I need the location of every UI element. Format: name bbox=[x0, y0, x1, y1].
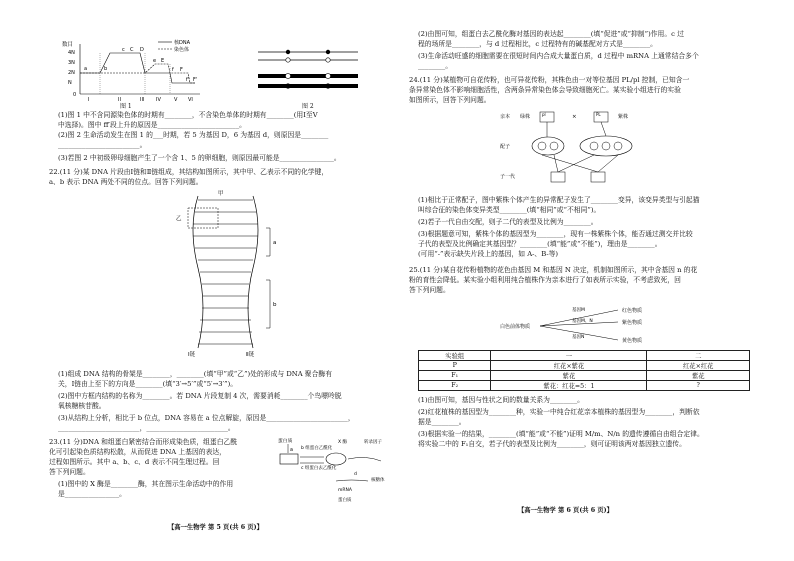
q21-line-4: ________________________。 bbox=[58, 141, 147, 149]
q25-line-2: (2)红花植株的基因型为________种，实验一中纯合红花亲本植株的基因型为________，判断依 bbox=[418, 408, 700, 416]
fig1-ylabel: 数目 bbox=[62, 42, 74, 48]
q24-intro-1: 24.(11 分)某植物可自花传粉，也可异花传粉，其株色由一对等位基因 PL/pl 控制，已知含一 bbox=[409, 76, 690, 84]
q25-intro-3: 答下列问题。 bbox=[409, 286, 450, 294]
svg-text:Ⅰ链: Ⅰ链 bbox=[188, 352, 196, 358]
q25-intro-1: 25.(11 分)某自花传粉植物的花色由基因 M 和基因 N 决定，机制如图所示，其中含基因 n 的花 bbox=[409, 266, 698, 274]
svg-text:基因N: 基因N bbox=[572, 335, 585, 340]
q25-line-5: 将实验二中的 F₁自交，若子代的表型及比例为________，则可证明该两对基因独立遗传。 bbox=[418, 440, 686, 448]
svg-text:转录因子: 转录因子 bbox=[364, 440, 382, 445]
q24-intro-3: 如图所示，回答下列问题。 bbox=[409, 96, 491, 104]
table-header: 实验组 bbox=[419, 351, 491, 361]
svg-text:II: II bbox=[118, 97, 121, 102]
experiment-table bbox=[418, 350, 750, 391]
svg-text:紫色物质: 紫色物质 bbox=[622, 320, 643, 326]
svg-text:蛋白质: 蛋白质 bbox=[278, 439, 293, 444]
svg-text:核糖体: 核糖体 bbox=[371, 478, 385, 483]
right-page-footer: 【高一生物学 第 6 页(共 6 页)】 bbox=[518, 507, 613, 514]
q23-line-3: 过程如图所示。其中 a、b、c、d 表示不同生理过程。回 bbox=[49, 458, 220, 466]
right-page bbox=[409, 0, 754, 561]
svg-text:PL: PL bbox=[596, 112, 601, 117]
flower-color-mechanism-figure bbox=[498, 300, 668, 348]
svg-text:绿株: 绿株 bbox=[520, 114, 531, 120]
left-page-footer: 【高一生物学 第 5 页(共 6 页)】 bbox=[168, 524, 263, 531]
q21-line-2: 中选择)。图中 ff′段上升的原因是________________________。 bbox=[58, 121, 246, 129]
svg-text:F: F bbox=[180, 67, 183, 73]
svg-text:紫株: 紫株 bbox=[618, 114, 629, 120]
q24-line-3: (2)若子一代自由交配，则子二代的表型及比例为________。 bbox=[418, 218, 598, 226]
table-header: 一 bbox=[491, 351, 647, 361]
svg-text:C: C bbox=[130, 47, 134, 53]
q25-line-4: (3)根据实验一的结果，________(填“能”或“不能”)证明 M/m、N/n 的遗传遵循自由组合定律。 bbox=[418, 430, 704, 438]
svg-text:b: b bbox=[273, 302, 277, 308]
q25-intro-2: 粉的育性会降低。某实验小组利用纯合植株作为亲本进行了如表所示实验，不考虑致死，回 bbox=[409, 276, 681, 284]
left-page bbox=[49, 0, 393, 561]
q21-line-3: (2)图 2 生命活动发生在图 1 的___时期，若 5 为基因 D，6 为基因 d，则原因是________ bbox=[58, 131, 329, 139]
svg-text:a: a bbox=[84, 66, 88, 72]
svg-text:V: V bbox=[174, 97, 178, 102]
svg-text:×: × bbox=[572, 114, 577, 120]
figure-1-graph bbox=[60, 38, 210, 102]
q21-line-1: (1)图 1 中不含同源染色体的时期有________，不含染色单体的时期有________(用Ⅰ至Ⅴ bbox=[58, 111, 318, 119]
q23b-line-2: 程的场所是________，与 d 过程相比，c 过程特有的碱基配对方式是________。 bbox=[418, 40, 657, 48]
svg-text:III: III bbox=[140, 97, 145, 102]
q24-line-4: (3)根据题意可知，紫株个体的基因型为________，现有一株紫株个体，能否通过测交并比较 bbox=[418, 230, 693, 238]
q21-line-5: (3)若图 2 中初级卵母细胞产生了一个含 1、5 的卵细胞，则原因最可能是________________。 bbox=[58, 154, 341, 162]
cross-diagram-figure bbox=[498, 108, 658, 188]
figure-2-diagram bbox=[253, 40, 363, 102]
histone-acetylation-figure bbox=[276, 435, 394, 505]
q24-intro-2: 条异常染色体不影响细胞活性，含两条异常染色体会导致细胞死亡。某实验小组进行的实验 bbox=[409, 86, 681, 94]
table-header: 二 bbox=[647, 351, 750, 361]
svg-text:c: c bbox=[122, 47, 125, 53]
svg-text:VI: VI bbox=[188, 97, 193, 102]
svg-text:0: 0 bbox=[73, 92, 77, 98]
svg-text:基因M: 基因M bbox=[572, 308, 585, 313]
svg-text:基因M、N: 基因M、N bbox=[572, 319, 593, 324]
svg-text:a: a bbox=[273, 240, 277, 246]
svg-text:f: f bbox=[172, 67, 174, 73]
table-row: F₂ 紫花：红花=5：1 ? bbox=[419, 381, 750, 391]
q23b-line-1: (2)由图可知，组蛋白去乙酰化酶对基因的表达起________(填“促进”或“抑制”)作用。c 过 bbox=[418, 30, 684, 38]
svg-text:D: D bbox=[140, 47, 144, 53]
svg-text:2N: 2N bbox=[68, 70, 75, 76]
table-row: P 红花×紫花 红花×红花 bbox=[419, 361, 750, 371]
fig1-legend-dna: 核DNA bbox=[174, 40, 191, 46]
q24-line-6: (可用“-”表示缺失片段上的基因，如 A-、B-等) bbox=[418, 250, 559, 258]
table-row: F₁ 紫花 紫花 bbox=[419, 371, 750, 381]
svg-text:F': F' bbox=[193, 77, 198, 83]
svg-text:mRNA: mRNA bbox=[338, 488, 352, 493]
q22-intro-2: a、b 表示 DNA 两处不同的位点。回答下列问题。 bbox=[49, 178, 203, 186]
svg-text:b 组蛋白乙酰化: b 组蛋白乙酰化 bbox=[301, 446, 333, 451]
q24-line-2: 叫综合征的染色体变异类型________(填“相同”或“不相同”)。 bbox=[418, 206, 601, 214]
q25-line-3: 据是________。 bbox=[418, 418, 466, 426]
q22-line-1: (1)组成 DNA 结构的骨架是________，________(填“甲”或“乙”)处的形成与 DNA 聚合酶有 bbox=[58, 370, 332, 378]
q22-intro-1: 22.(11 分)某 DNA 片段由Ⅰ链和Ⅱ链组成，其结构如图所示，其中甲、乙表示不同的化学键， bbox=[49, 168, 329, 176]
q24-line-1: (1)相比于正常配子，图中紫株个体产生的异常配子发生了________变异，该变异类型与引起猫 bbox=[418, 196, 700, 204]
svg-text:4N: 4N bbox=[68, 50, 75, 56]
q23b-line-4: ________。 bbox=[418, 62, 452, 70]
svg-text:3N: 3N bbox=[68, 60, 75, 66]
figure-1-caption: 图 1 bbox=[120, 103, 132, 110]
figure-2-caption: 图 2 bbox=[302, 103, 314, 110]
svg-text:E: E bbox=[161, 58, 165, 64]
svg-text:pl: pl bbox=[542, 112, 546, 117]
svg-text:蛋白质: 蛋白质 bbox=[338, 498, 352, 503]
svg-text:IV: IV bbox=[156, 97, 161, 102]
svg-text:乙: 乙 bbox=[176, 216, 182, 222]
svg-text:子一代: 子一代 bbox=[500, 174, 516, 180]
svg-text:配子: 配子 bbox=[500, 144, 511, 150]
svg-text:亲本: 亲本 bbox=[500, 114, 511, 120]
svg-text:红色物质: 红色物质 bbox=[622, 308, 643, 314]
q25-line-1: (1)由图可知，基因与性状之间的数量关系为________。 bbox=[418, 396, 584, 404]
q23-line-5: (1)图中的 X 酶是________酶，其在图示生命活动中的作用 bbox=[58, 480, 234, 488]
q23b-line-3: (3)生命活动旺盛的细胞需要在很短时间内合成大量蛋白质，d 过程中 mRNA 上通常结合多个 bbox=[418, 52, 699, 60]
q23-line-2: 化可引起染色质结构松散，从而促进 DNA 上基因的表达， bbox=[49, 448, 226, 456]
svg-text:黄色物质: 黄色物质 bbox=[622, 338, 643, 344]
q23-line-4: 答下列问题。 bbox=[49, 468, 90, 476]
q22-line-2: 关，Ⅰ链由上至下的方向是________(填“3′→5′”或“5′→3′”)。 bbox=[58, 380, 238, 388]
svg-text:X 酶: X 酶 bbox=[338, 440, 348, 445]
q23-line-1: 23.(11 分)DNA 和组蛋白紧密结合而形成染色质，组蛋白乙酰 bbox=[49, 438, 238, 446]
q22-line-3: (2)图中方框内结构的名称为________。若 DNA 片段复制 4 次，需要消耗________个鸟嘌呤脱 bbox=[58, 392, 342, 400]
svg-text:c 组蛋白去乙酰化: c 组蛋白去乙酰化 bbox=[301, 466, 337, 471]
svg-text:f': f' bbox=[186, 77, 190, 83]
svg-text:a: a bbox=[290, 448, 293, 453]
fig1-legend-chromosome: 染色体 bbox=[174, 47, 190, 53]
svg-text:d: d bbox=[354, 472, 357, 477]
svg-text:e: e bbox=[153, 58, 157, 64]
q24-line-5: 子代的表型及比例确定其基因型？________(填“能”或“不能”)，理由是________。 bbox=[418, 240, 662, 248]
svg-text:I: I bbox=[88, 97, 90, 102]
svg-text:Ⅱ链: Ⅱ链 bbox=[246, 352, 255, 358]
q22-line-6: ________________________，________________________。 bbox=[58, 424, 235, 432]
svg-text:白色前体物质: 白色前体物质 bbox=[500, 324, 531, 330]
q22-line-4: 氧核糖核苷酸。 bbox=[58, 402, 106, 410]
svg-text:甲: 甲 bbox=[218, 191, 224, 197]
q23-line-6: 是________________。 bbox=[58, 490, 126, 498]
dna-structure-figure bbox=[158, 188, 298, 358]
svg-text:b: b bbox=[104, 66, 108, 72]
q22-line-5: (3)从结构上分析，相比于 b 位点，DNA 容易在 a 位点解旋，原因是________________________， bbox=[58, 414, 355, 422]
svg-text:N: N bbox=[68, 80, 72, 86]
